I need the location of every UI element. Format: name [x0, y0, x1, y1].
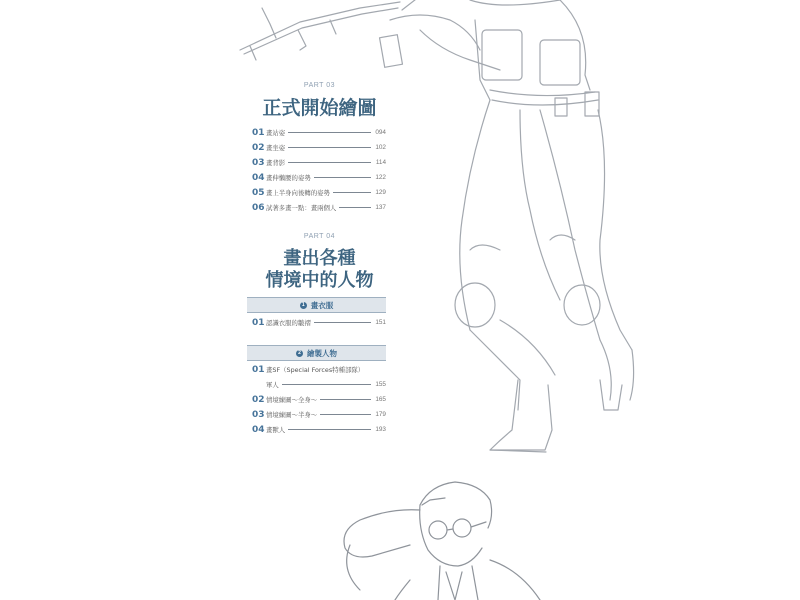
toc-page-number: 165: [375, 396, 386, 403]
toc-page-number: 114: [375, 159, 386, 166]
section-number-badge: 2: [296, 350, 303, 357]
toc-leader-line: [339, 207, 371, 208]
toc-leader-line: [333, 192, 371, 193]
toc-number: 01: [252, 127, 265, 138]
toc-row[interactable]: [252, 424, 386, 435]
toc-leader-line: [320, 414, 371, 415]
man-with-glasses-sketch-icon: [344, 482, 540, 600]
section-label: 畫衣服: [310, 300, 334, 310]
toc-title: 畫站姿: [266, 129, 286, 137]
toc-number: 04: [252, 172, 265, 183]
toc-title: 畫坐姿: [266, 144, 286, 152]
toc-row[interactable]: [252, 202, 386, 213]
toc-row[interactable]: [252, 364, 386, 375]
toc-title: 畫SF（Special Forces特種部隊）: [266, 366, 365, 374]
toc-page-number: 122: [375, 174, 386, 181]
part03-title: 正式開始繪圖: [262, 97, 377, 119]
toc-number: 03: [252, 157, 265, 168]
toc-leader-line: [288, 132, 371, 133]
section-header-clothes: [247, 297, 386, 313]
section-header-drawing-characters: [247, 345, 386, 361]
part04-label: PART 04: [303, 233, 336, 240]
toc-row[interactable]: [252, 409, 386, 420]
toc-number: 06: [252, 202, 265, 213]
section-number-badge: 1: [300, 302, 307, 309]
toc-page-number: 193: [375, 426, 386, 433]
part04-title-line2: 情境中的人物: [265, 270, 374, 291]
toc-row[interactable]: [252, 317, 386, 328]
toc-row[interactable]: [252, 142, 386, 153]
toc-page-number: 155: [375, 381, 386, 388]
toc-page-number: 102: [375, 144, 386, 151]
toc-page-number: 129: [375, 189, 386, 196]
toc-title: 畫上半身向後轉的姿勢: [266, 189, 330, 197]
toc-leader-line: [282, 384, 371, 385]
toc-page-number: 179: [375, 411, 386, 418]
toc-row[interactable]: [252, 157, 386, 168]
toc-title: 認識衣服的皺褶: [266, 319, 311, 327]
toc-leader-line: [314, 177, 371, 178]
toc-title: 試著多畫一點：畫兩個人: [266, 204, 337, 212]
toc-title: 情境練圖～全身～: [266, 396, 318, 404]
toc-page-number: 137: [375, 204, 386, 211]
toc-leader-line: [288, 147, 371, 148]
toc-leader-line: [314, 322, 371, 323]
toc-leader-line: [288, 429, 371, 430]
toc-title: 畫伸懶腰的姿勢: [266, 174, 311, 182]
toc-row-continued[interactable]: [252, 379, 386, 390]
toc-row[interactable]: [252, 172, 386, 183]
toc-title: 軍人: [266, 381, 279, 389]
toc-number: 04: [252, 424, 265, 435]
toc-title: 畫背影: [266, 159, 286, 167]
toc-row[interactable]: [252, 127, 386, 138]
toc-row[interactable]: [252, 187, 386, 198]
toc-number: 02: [252, 142, 265, 153]
toc-page-number: 151: [375, 319, 386, 326]
part03-label: PART 03: [303, 82, 336, 89]
part04-title-line1: 畫出各種: [283, 248, 356, 269]
toc-number: 02: [252, 394, 265, 405]
toc-title: 情境練圖～半身～: [266, 411, 318, 419]
toc-number: 01: [252, 364, 265, 375]
section-label: 繪製人物: [307, 348, 337, 358]
toc-title: 畫獸人: [266, 426, 286, 434]
toc-number: 05: [252, 187, 265, 198]
toc-leader-line: [320, 399, 371, 400]
toc-number: 03: [252, 409, 265, 420]
toc-leader-line: [288, 162, 371, 163]
toc-page-number: 094: [375, 129, 386, 136]
toc-number: 01: [252, 317, 265, 328]
toc-row[interactable]: [252, 394, 386, 405]
